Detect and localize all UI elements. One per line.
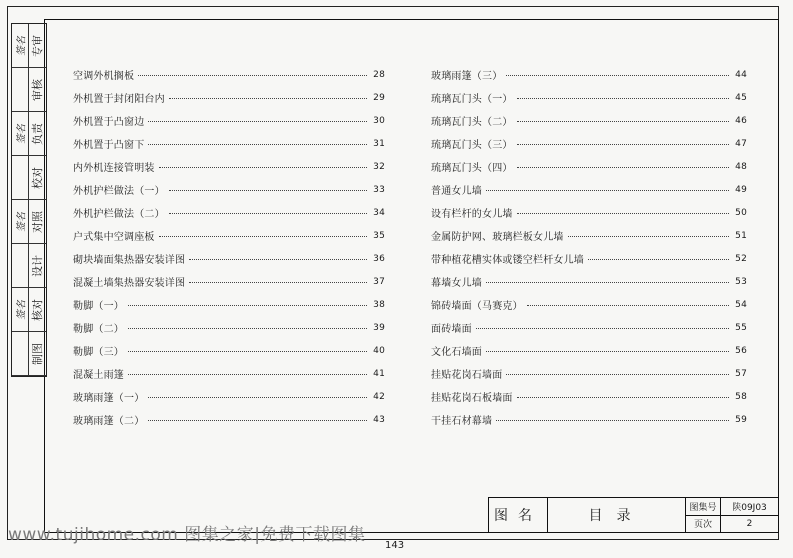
toc-entry-page: 38: [373, 299, 385, 310]
toc-entry: [431, 385, 747, 408]
toc-entry-page: 52: [735, 253, 747, 264]
toc-entry: [431, 86, 747, 109]
toc-entry: [431, 132, 747, 155]
toc-entry: [431, 178, 747, 201]
toc-entry-title: 勒脚（三）: [73, 347, 124, 358]
toc-entry-title: 外机护栏做法（二）: [73, 209, 165, 220]
toc-entry-title: 面砖墙面: [431, 324, 472, 335]
toc-entry-title: 普通女儿墙: [431, 186, 482, 197]
toc-entry-title: 户式集中空调座板: [73, 232, 155, 243]
approval-label: 专审: [31, 34, 44, 57]
toc-leader-dots: [148, 143, 367, 145]
toc-entry-page: 43: [373, 414, 385, 425]
toc-entry-title: 混凝土墙集热器安装详图: [73, 278, 186, 289]
signature: 签名: [16, 211, 28, 232]
toc-entry: [73, 385, 385, 408]
toc-entry: [431, 224, 747, 247]
toc-leader-dots: [128, 373, 367, 375]
toc-entry-page: 59: [735, 414, 747, 425]
toc-entry-page: 51: [735, 230, 747, 241]
toc-leader-dots: [159, 166, 367, 168]
toc-entry-page: 44: [735, 69, 747, 80]
toc-entry-page: 57: [735, 368, 747, 379]
toc-entry-title: 琉璃瓦门头（二）: [431, 117, 513, 128]
toc-entry-page: 29: [373, 92, 385, 103]
toc-entry-page: 49: [735, 184, 747, 195]
toc-entry: [431, 316, 747, 339]
toc-entry-page: 48: [735, 161, 747, 172]
toc-leader-dots: [159, 235, 367, 237]
toc-leader-dots: [128, 327, 367, 329]
toc-leader-dots: [148, 396, 367, 398]
toc-entry: [73, 63, 385, 86]
approval-label: 校对: [31, 166, 44, 189]
toc-entry: [73, 270, 385, 293]
toc-leader-dots: [138, 74, 367, 76]
page-number: 143: [385, 540, 405, 551]
toc-entry: [73, 178, 385, 201]
toc-entry-title: 幕墙女儿墙: [431, 278, 482, 289]
toc-entry-title: 挂贴花岗石板墙面: [431, 393, 513, 404]
toc-entry-title: 琉璃瓦门头（四）: [431, 163, 513, 174]
toc-entry-page: 40: [373, 345, 385, 356]
atlas-number-value: 陕09J03: [732, 502, 767, 513]
toc-leader-dots: [148, 120, 367, 122]
toc-entry: [431, 362, 747, 385]
drawing-name-value: 目录: [548, 498, 686, 532]
toc-leader-dots: [517, 143, 729, 145]
toc-entry-title: 玻璃雨篷（三）: [431, 71, 503, 82]
toc-leader-dots: [128, 350, 367, 352]
toc-left-column: [73, 63, 385, 431]
title-block: [488, 497, 779, 533]
toc-leader-dots: [517, 120, 729, 122]
page-no-label: 页次: [686, 516, 721, 533]
toc-entry-title: 勒脚（二）: [73, 324, 124, 335]
toc-entry-title: 空调外机搁板: [73, 71, 135, 82]
toc-entry: [431, 408, 747, 431]
toc-entry-title: 文化石墙面: [431, 347, 482, 358]
toc-entry: [73, 201, 385, 224]
toc-entry-title: 玻璃雨篷（二）: [73, 416, 145, 427]
toc-entry-page: 50: [735, 207, 747, 218]
strip-divider: [28, 24, 29, 376]
toc-entry-page: 35: [373, 230, 385, 241]
toc-entry: [431, 201, 747, 224]
toc-entry-page: 28: [373, 69, 385, 80]
approval-label: 负责: [31, 122, 44, 145]
toc-leader-dots: [169, 189, 367, 191]
toc-leader-dots: [588, 258, 729, 260]
toc-entry: [73, 109, 385, 132]
toc-entry-title: 金属防护网、玻璃栏板女儿墙: [431, 232, 564, 243]
toc-entry: [73, 155, 385, 178]
toc-leader-dots: [506, 373, 729, 375]
watermark: www.tujihome.com 图集之家|免费下载图集: [8, 525, 366, 545]
toc-entry: [73, 293, 385, 316]
toc-entry-title: 勒脚（一）: [73, 301, 124, 312]
toc-entry: [73, 86, 385, 109]
toc-leader-dots: [486, 281, 729, 283]
toc-entry-title: 设有栏杆的女儿墙: [431, 209, 513, 220]
toc-leader-dots: [517, 166, 729, 168]
toc-entry: [73, 362, 385, 385]
toc-entry: [431, 247, 747, 270]
toc-leader-dots: [496, 419, 729, 421]
toc-leader-dots: [128, 304, 367, 306]
toc-entry-title: 外机置于凸窗下: [73, 140, 145, 151]
toc-entry: [431, 293, 747, 316]
atlas-number-label: 图集号: [686, 498, 721, 515]
toc-entry: [73, 408, 385, 431]
toc-entry-page: 30: [373, 115, 385, 126]
toc-leader-dots: [506, 74, 729, 76]
toc-entry: [431, 339, 747, 362]
signature: 签名: [16, 123, 28, 144]
toc-entry-title: 外机置于凸窗边: [73, 117, 145, 128]
approval-label: 制图: [31, 342, 44, 365]
toc-leader-dots: [476, 327, 729, 329]
toc-entry: [431, 109, 747, 132]
toc-leader-dots: [517, 396, 729, 398]
toc-leader-dots: [169, 97, 367, 99]
toc-entry-page: 33: [373, 184, 385, 195]
toc-entry-page: 47: [735, 138, 747, 149]
approval-strip: [11, 23, 47, 377]
toc-entry-title: 带种植花槽实体或镂空栏杆女儿墙: [431, 255, 584, 266]
toc-entry-page: 41: [373, 368, 385, 379]
toc-entry-title: 挂贴花岗石墙面: [431, 370, 503, 381]
toc-leader-dots: [189, 281, 367, 283]
toc-leader-dots: [169, 212, 367, 214]
toc-entry-page: 39: [373, 322, 385, 333]
approval-cell: [12, 244, 46, 288]
page-no-row: [686, 515, 778, 533]
toc-entry-title: 砌块墙面集热器安装详图: [73, 255, 186, 266]
toc-leader-dots: [486, 189, 729, 191]
toc-entry-title: 琉璃瓦门头（一）: [431, 94, 513, 105]
toc-entry: [73, 339, 385, 362]
toc-leader-dots: [527, 304, 729, 306]
toc-entry-page: 37: [373, 276, 385, 287]
page-no-value: 2: [746, 518, 753, 529]
toc-entry-title: 干挂石材幕墙: [431, 416, 493, 427]
atlas-number-row: [686, 498, 778, 515]
approval-cell: [12, 156, 46, 200]
toc-entry-page: 42: [373, 391, 385, 402]
toc-entry-title: 外机护栏做法（一）: [73, 186, 165, 197]
approval-label: 核对: [31, 298, 44, 321]
toc-leader-dots: [148, 419, 367, 421]
toc-entry-page: 53: [735, 276, 747, 287]
title-block-meta: [686, 498, 778, 532]
toc-entry-page: 58: [735, 391, 747, 402]
approval-cell: [12, 288, 46, 332]
signature: 签名: [16, 299, 28, 320]
toc-entry-page: 45: [735, 92, 747, 103]
toc-entry-title: 玻璃雨篷（一）: [73, 393, 145, 404]
toc-entry-page: 56: [735, 345, 747, 356]
toc-entry-page: 34: [373, 207, 385, 218]
toc-leader-dots: [568, 235, 729, 237]
toc-entry: [431, 270, 747, 293]
toc-right-column: [431, 63, 747, 431]
approval-cell: [12, 200, 46, 244]
approval-label: 审核: [31, 78, 44, 101]
toc-leader-dots: [189, 258, 367, 260]
toc-entry: [73, 316, 385, 339]
toc-entry-page: 55: [735, 322, 747, 333]
toc-entry-title: 外机置于封闭阳台内: [73, 94, 165, 105]
toc-entry-page: 36: [373, 253, 385, 264]
toc-entry-page: 32: [373, 161, 385, 172]
toc-entry-title: 锦砖墙面（马赛克）: [431, 301, 523, 312]
toc-entry-page: 31: [373, 138, 385, 149]
toc-entry-title: 内外机连接管明装: [73, 163, 155, 174]
toc-leader-dots: [517, 97, 729, 99]
toc-entry: [73, 224, 385, 247]
drawing-name-label: 图名: [489, 498, 548, 532]
toc-entry-title: 琉璃瓦门头（三）: [431, 140, 513, 151]
toc-entry-page: 46: [735, 115, 747, 126]
toc-entry-page: 54: [735, 299, 747, 310]
approval-cell: [12, 112, 46, 156]
signature: 签名: [16, 35, 28, 56]
toc-entry: [431, 63, 747, 86]
toc-entry-title: 混凝土雨篷: [73, 370, 124, 381]
toc-entry: [73, 247, 385, 270]
approval-cell: [12, 68, 46, 112]
approval-cell: [12, 24, 46, 68]
approval-cell: [12, 332, 46, 376]
toc-entry: [73, 132, 385, 155]
toc-entry: [431, 155, 747, 178]
toc-leader-dots: [517, 212, 729, 214]
toc-leader-dots: [486, 350, 729, 352]
approval-label: 设计: [31, 254, 44, 277]
approval-label: 对照: [31, 210, 44, 233]
